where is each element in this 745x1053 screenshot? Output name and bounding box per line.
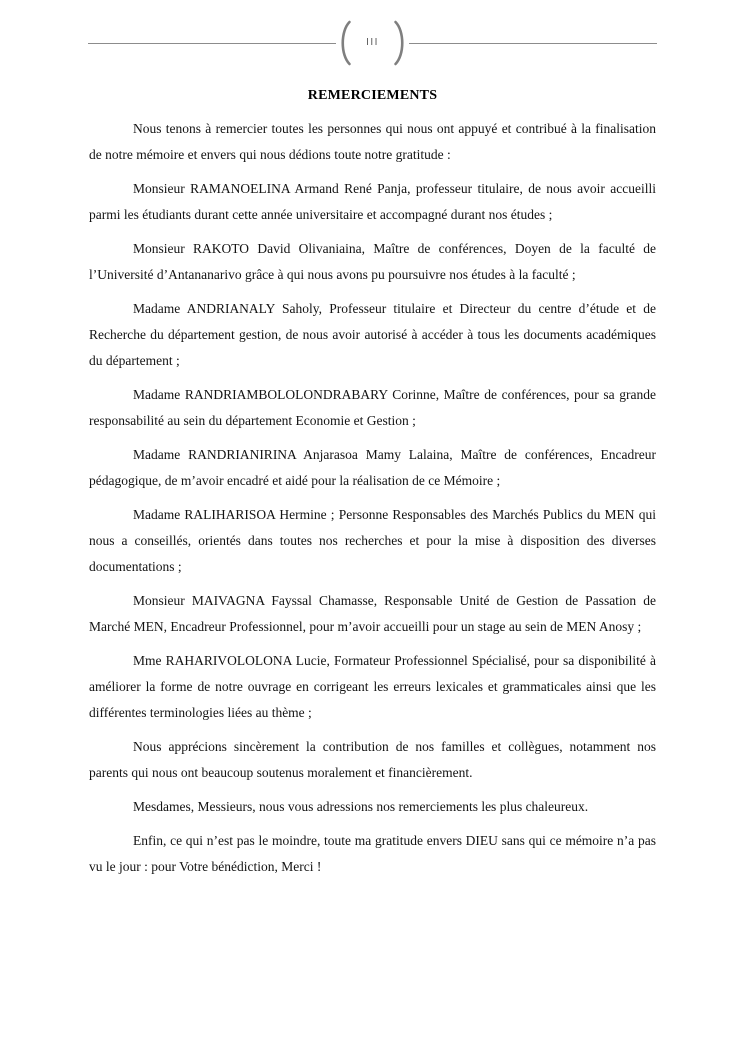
header-rule-right [409,43,657,44]
page-header [88,20,657,66]
page-number: III [366,36,379,48]
paragraph: Madame RANDRIANIRINA Anjarasoa Mamy Lalaina, Maître de conférences, Encadreur pédagogique, de m’avoir encadré et aidé pour la réalisation de ce Mémoire ; [89,447,656,488]
acknowledgements-content [89,116,656,880]
right-bracket-icon [393,20,408,66]
paragraph: Madame ANDRIANALY Saholy, Professeur titulaire et Directeur du centre d’étude et de Recherche du département gestion, de nous avoir autorisé à accéder à tous les documents académiques du département ; [89,301,656,368]
header-rule-left [88,43,336,44]
paragraph: Monsieur RAMANOELINA Armand René Panja, professeur titulaire, de nous avoir accueilli parmi les étudiants durant cette année universitaire et accompagné durant nos études ; [89,181,656,222]
paragraph: Madame RALIHARISOA Hermine ; Personne Responsables des Marchés Publics du MEN qui nous a conseillés, orientés dans toutes nos recherches et pour la mise à disposition des diverses documentations ; [89,507,656,574]
paragraph: Nous apprécions sincèrement la contribution de nos familles et collègues, notamment nos parents qui nous ont beaucoup soutenus moralement et financièrement. [89,739,656,780]
page-number-badge [336,20,409,66]
paragraph: Monsieur MAIVAGNA Fayssal Chamasse, Responsable Unité de Gestion de Passation de Marché MEN, Encadreur Professionnel, pour m’avoir accueilli pour un stage au sein de MEN Anosy ; [89,593,656,634]
paragraph: Nous tenons à remercier toutes les personnes qui nous ont appuyé et contribué à la finalisation de notre mémoire et envers qui nous dédions toute notre gratitude : [89,121,656,162]
paragraph: Enfin, ce qui n’est pas le moindre, toute ma gratitude envers DIEU sans qui ce mémoire n’a pas vu le jour : pour Votre bénédiction, Merci ! [89,833,656,874]
left-bracket-icon [337,20,352,66]
paragraph: Mesdames, Messieurs, nous vous adressions nos remerciements les plus chaleureux. [133,799,589,814]
paragraph: Monsieur RAKOTO David Olivaniaina, Maître de conférences, Doyen de la faculté de l’Université d’Antananarivo grâce à qui nous avons pu poursuivre nos études à la faculté ; [89,241,656,282]
paragraph: Madame RANDRIAMBOLOLONDRABARY Corinne, Maître de conférences, pour sa grande responsabilité au sein du département Economie et Gestion ; [89,387,656,428]
paragraph: Mme RAHARIVOLOLONA Lucie, Formateur Professionnel Spécialisé, pour sa disponibilité à améliorer la forme de notre ouvrage en corrigeant les erreurs lexicales et grammaticales ainsi que les différentes terminologies liées au thème ; [89,653,656,720]
page-title: REMERCIEMENTS [307,88,438,103]
